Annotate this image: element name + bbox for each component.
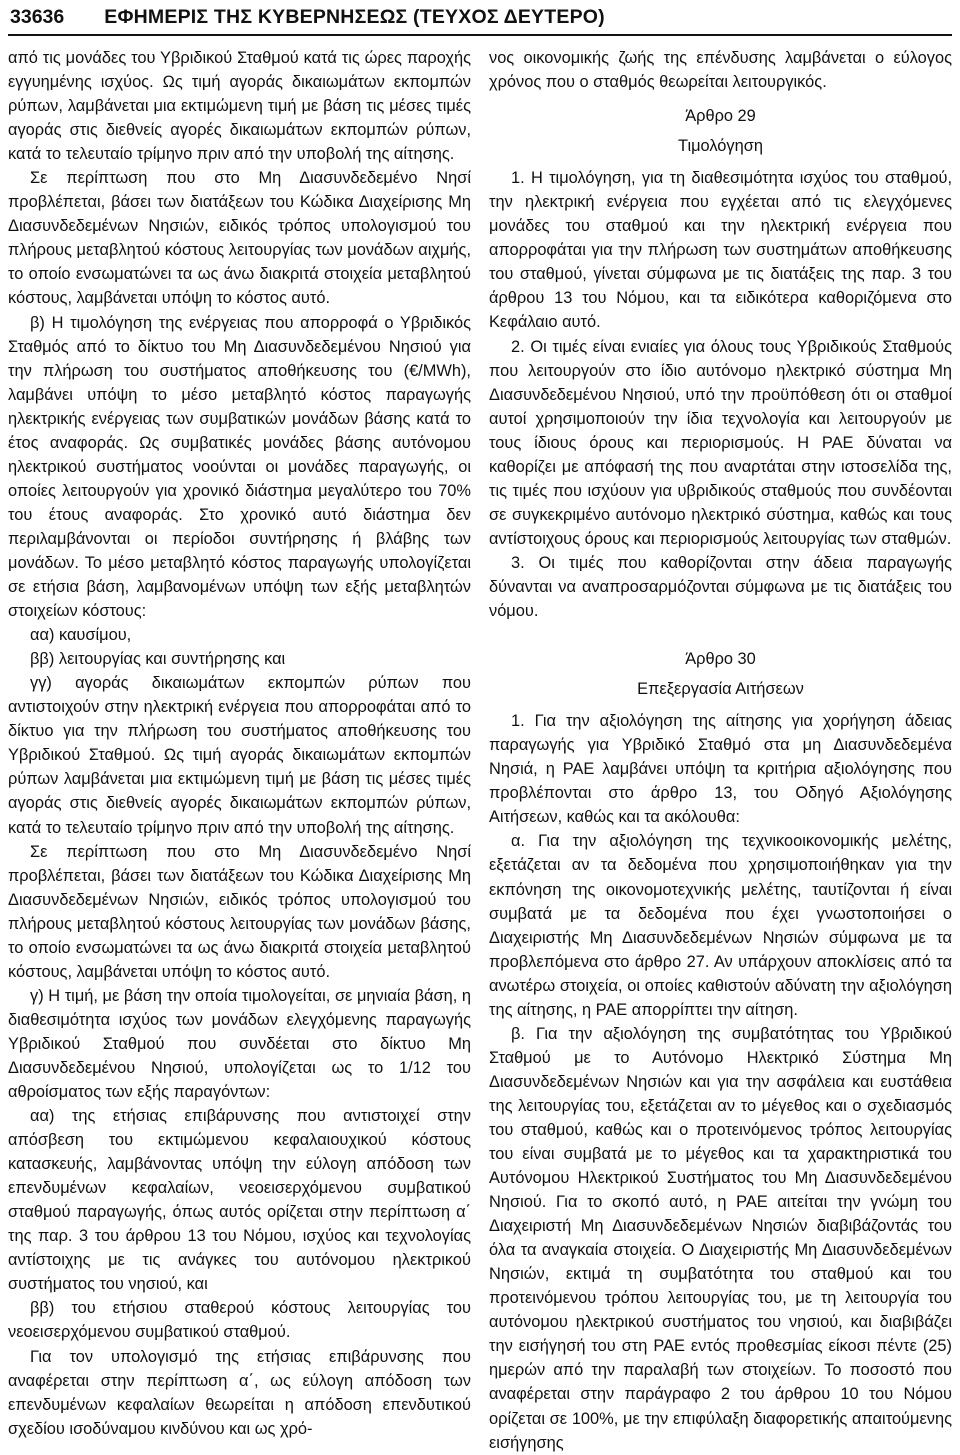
body-columns: [8, 46, 952, 1455]
list-item: γγ) αγοράς δικαιωμάτων εκπομπών ρύπων που αντιστοιχούν στην ηλεκτρική ενέργεια που απορροφάται από το δίκτυο για την πλήρωση του συστήματος αποθήκευσης του Υβριδικού Σταθμού. Ως τιμή αγοράς δικαιωμάτων εκπομπών ρύπων λαμβάνεται μια εκτιμώμενη τιμή με βάση τις μέσες τιμές αγοράς στις διεθνείς αγορές δικαιωμάτων εκπομπών ρύπων, κατά το τελευταίο τρίμηνο πριν από την υποβολή της αίτησης.: [8, 674, 471, 837]
list-item: αα) της ετήσιας επιβάρυνσης που αντιστοιχεί στην απόσβεση του εκτιμώμενου κεφαλαιουχικού κόστους κατασκευής, λαμβάνοντας υπόψη την εύλογη απόδοση των επενδυμένων κεφαλαίων, νεοεισερχόμενου συμβατικού σταθμού παραγωγής, όπως αυτός ορίζεται στην περίπτωση α΄ της παρ. 3 του άρθρου 13 του Νόμου, ισχύος και τεχνολογίας αντίστοιχης με τις ανάγκες του αυτόνομου ηλεκτρικού συστήματος του νησιού, και: [8, 1107, 471, 1294]
paragraph: β. Για την αξιολόγηση της συμβατότητας του Υβριδικού Σταθμού με το Αυτόνομο Ηλεκτρικό Σύστημα Μη Διασυνδεδεμένων Νησιών και για την ασφάλεια και ευστάθεια της λειτουργίας του, εξετάζεται αν το μέγεθος και ο σχεδιασμός του σταθμού, καθώς και ο προτεινόμενος τρόπος λειτουργίας του είναι συμβατά με το μέγεθος και τα χαρακτηριστικά του Αυτόνομου Ηλεκτρικού Συστήματος του Μη Διασυνδεδεμένου Νησιού. Για το σκοπό αυτό, η ΡΑΕ αιτείται την γνώμη του Διαχειριστή Μη Διασυνδεδεμένων Νησιών διαβιβάζοντάς του όλα τα αναγκαία στοιχεία. Ο Διαχειριστής Μη Διασυνδεδεμένων Νησιών, εκτιμά τη συμβατότητα του σταθμού και του προτεινόμενου τρόπου λειτουργίας του, με τη λειτουργία του αυτόνομου ηλεκτρικού συστήματος του νησιού, και διαβιβάζει την εισήγησή του στη ΡΑΕ εντός προθεσμίας είκοσι πέντε (25) ημερών από την παραλαβή των στοιχείων. Το ποσοστό που αναφέρεται στην παράγραφο 2 του άρθρου 10 του Νόμου ορίζεται σε 100%, με την επιφύλαξη διαφορετικής απαιτούμενης εισήγησης: [489, 1024, 952, 1452]
paragraph: 2. Οι τιμές είναι ενιαίες για όλους τους Υβριδικούς Σταθμούς που λειτουργούν στο ίδιο αυτόνομο ηλεκτρικό σύστημα Μη Διασυνδεδεμένου Νησιού, υπό την προϋπόθεση ότι οι σταθμοί αυτοί χρησιμοποιούν την ίδια τεχνολογία και λειτουργούν με τους ίδιους όρους και περιορισμούς. Η ΡΑΕ δύναται να καθορίζει με απόφασή της που αναρτάται στην ιστοσελίδα της, τις τιμές που ισχύουν για υβριδικούς σταθμούς που συνδέονται σε συγκεκριμένο αυτόνομο ηλεκτρικό σύστημα, καθώς και τους αντίστοιχους όρους και περιορισμούς λειτουργίας των σταθμών.: [489, 337, 952, 548]
paragraph: β) Η τιμολόγηση της ενέργειας που απορροφά ο Υβριδικός Σταθμός από το δίκτυο του Μη Διασυνδεδεμένου Νησιού για την πλήρωση του συστήματος αποθήκευσης του (€/MWh), λαμβάνει υπόψη το μέσο μεταβλητό κόστος παραγωγής ηλεκτρικής ενέργειας των συμβατικών μονάδων βάσης κατά το έτος αναφοράς. Ως συμβατικές μονάδες βάσης αυτόνομου ηλεκτρικού συστήματος νοούνται οι μονάδες παραγωγής, οι οποίες λειτουργούν για χρονικό διάστημα μεγαλύτερο του 70% του έτους αναφοράς. Στο χρονικό αυτό διάστημα δεν περιλαμβάνονται οι περίοδοι συντήρησης ή βλάβης των μονάδων. Το μέσο μεταβλητό κόστος παραγωγής υπολογίζεται σε ετήσια βάση, λαμβανομένων υπόψη των εξής μεταβλητών στοιχείων κόστους:: [8, 313, 471, 621]
paragraph: Σε περίπτωση που στο Μη Διασυνδεδεμένο Νησί προβλέπεται, βάσει των διατάξεων του Κώδικα Διαχείρισης Μη Διασυνδεδεμένων Νησιών, ειδικός τρόπος υπολογισμού του πλήρους μεταβλητού κόστους λειτουργίας των μονάδων βάσης, το οποίο ενσωματώνει τα ως άνω διακριτά στοιχεία μεταβλητού κόστους, λαμβάνεται υπόψη το κόστος αυτό.: [8, 842, 471, 981]
list-item: αα) καυσίμου,: [30, 626, 132, 645]
paragraph: νος οικονομικής ζωής της επένδυσης λαμβάνεται ο εύλογος χρόνος που ο σταθμός θεωρείται λειτουργικός.: [489, 49, 952, 92]
paragraph: Για τον υπολογισμό της ετήσιας επιβάρυνσης που αναφέρεται στην περίπτωση α΄, ως εύλογη απόδοση των επενδυμένων κεφαλαίων θεωρείται η απόδοση επενδυτικού σχεδίου ισοδύναμου κινδύνου και ως χρό-: [8, 1347, 471, 1438]
list-item: ββ) του ετήσιου σταθερού κόστους λειτουργίας του νεοεισερχόμενου συμβατικού σταθμού.: [8, 1299, 471, 1342]
article-heading: Άρθρο 30: [685, 650, 756, 669]
gazette-title: ΕΦΗΜΕΡΙΣ ΤΗΣ ΚΥΒΕΡΝΗΣΕΩΣ (ΤΕΥΧΟΣ ΔΕΥΤΕΡΟ): [104, 5, 605, 28]
paragraph: από τις μονάδες του Υβριδικού Σταθμού κατά τις ώρες παροχής εγγυημένης ισχύος. Ως τιμή αγοράς δικαιωμάτων εκπομπών ρύπων, λαμβάνεται μια εκτιμώμενη τιμή με βάση τις μέσες τιμές αγοράς στις διεθνείς αγορές δικαιωμάτων εκπομπών ρύπων, κατά το τελευταίο τρίμηνο πριν από την υποβολή της αίτησης.: [8, 49, 471, 164]
spacer: [489, 623, 952, 637]
paragraph: 1. Για την αξιολόγηση της αίτησης για χορήγηση άδειας παραγωγής για Υβριδικό Σταθμό στα μη Διασυνδεδεμένα Νησιά, η ΡΑΕ λαμβάνει υπόψη τα κριτήρια αξιολόγησης που προβλέπονται στο άρθρο 13, του Οδηγό Αξιολόγησης Αιτήσεων, καθώς και τα ακόλουθα:: [489, 712, 952, 827]
paragraph: 1. Η τιμολόγηση, για τη διαθεσιμότητα ισχύος του σταθμού, την ηλεκτρική ενέργεια που εγχέεται από τις ελεγχόμενες μονάδες του σταθμού και την ηλεκτρική ενέργεια που απορροφάται για την πλήρωση των συστημάτων αποθήκευσης του σταθμού, γίνεται σύμφωνα με τις διατάξεις της παρ. 3 του άρθρου 13 του Νόμου, και τα ειδικότερα καθοριζόμενα στο Κεφάλαιο αυτό.: [489, 169, 952, 332]
left-column: [8, 46, 471, 1455]
article-title: Τιμολόγηση: [678, 137, 763, 156]
page-header: [8, 0, 952, 36]
paragraph: α. Για την αξιολόγηση της τεχνικοοικονομικής μελέτης, εξετάζεται αν τα δεδομένα που χρησιμοποιήθηκαν για την εκπόνηση της οικονομοτεχνικής μελέτης, ταυτίζονται ή είναι συμβατά με τα δεδομένα που έχει γνωστοποιήσει ο Διαχειριστής Μη Διασυνδεδεμένων Νησιών σύμφωνα με τα προβλεπόμενα στο άρθρο 27. Αν υπάρχουν αποκλίσεις από τα ανωτέρω στοιχεία, οι οποίες καθιστούν αδύνατη την αξιολόγηση της αίτησης, η ΡΑΕ απορρίπτει την αίτηση.: [489, 832, 952, 1019]
paragraph: γ) Η τιμή, με βάση την οποία τιμολογείται, σε μηνιαία βάση, η διαθεσιμότητα ισχύος των μονάδων ελεγχόμενης παραγωγής Υβριδικού Σταθμού που συνδέεται στο δίκτυο Μη Διασυνδεδεμένου Νησιού, υπολογίζεται ως το 1/12 του αθροίσματος των εξής παραγόντων:: [8, 986, 471, 1102]
right-column: [489, 46, 952, 1455]
article-heading: Άρθρο 29: [685, 107, 756, 126]
page-number: 33636: [10, 5, 65, 28]
paragraph: Σε περίπτωση που στο Μη Διασυνδεδεμένο Νησί προβλέπεται, βάσει των διατάξεων του Κώδικα Διαχείρισης Μη Διασυνδεδεμένων Νησιών, ειδικός τρόπος υπολογισμού του πλήρους μεταβλητού κόστους λειτουργίας των μονάδων αιχμής, το οποίο ενσωματώνει τα ως άνω διακριτά στοιχεία μεταβλητού κόστους, λαμβάνεται υπόψη το κόστος αυτό.: [8, 169, 471, 308]
list-item: ββ) λειτουργίας και συντήρησης και: [30, 650, 286, 669]
paragraph: 3. Οι τιμές που καθορίζονται στην άδεια παραγωγής δύνανται να αναπροσαρμόζονται σύμφωνα με τις διατάξεις του νόμου.: [489, 553, 952, 621]
article-title: Επεξεργασία Αιτήσεων: [637, 680, 804, 699]
